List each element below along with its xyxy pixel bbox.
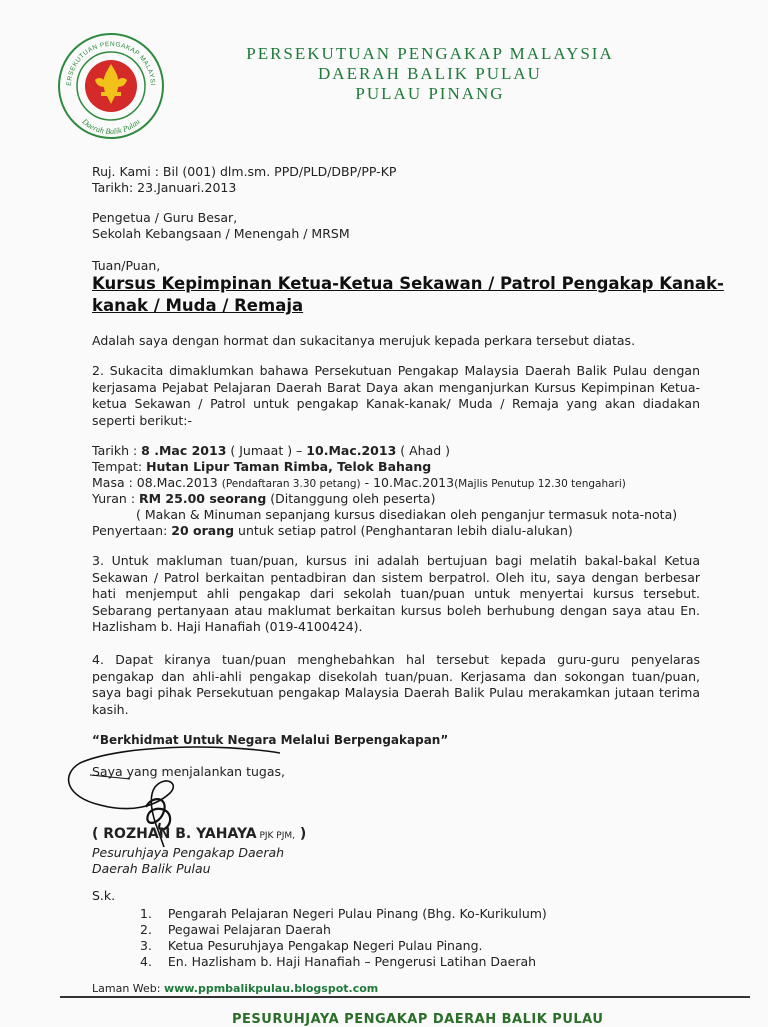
state-name: PULAU PINANG: [355, 84, 505, 103]
signatory-name-text: ( ROZHAN B. YAHAYA: [92, 826, 257, 842]
detail-meals: ( Makan & Minuman sepanjang kursus disediakan oleh penganjur termasuk nota-nota): [136, 507, 678, 522]
letter-date: Tarikh: 23.Januari.2013: [92, 180, 237, 195]
website-line: [92, 981, 378, 997]
time-end-date: - 10.Mac.2013: [360, 475, 455, 490]
date-start: 8 .Mac 2013: [141, 443, 227, 458]
signatory-role-2: Daerah Balik Pulau: [92, 861, 211, 876]
detail-date: [92, 443, 450, 459]
svg-text:PERSEKUTUAN PENGAKAP MALAYSIA: ERSEKUTUAN PENGAKAP MALAYSI: [65, 40, 157, 86]
detail-fee: [92, 491, 435, 507]
cc-item-text: Pengarah Pelajaran Negeri Pulau Pinang (Bhg. Ko-Kurikulum): [167, 906, 547, 921]
recipient-line-1: Pengetua / Guru Besar,: [92, 210, 238, 225]
venue-label: Tempat:: [92, 459, 147, 474]
participation-label: Penyertaan:: [92, 523, 172, 538]
signatory-role-1: Pesuruhjaya Pengakap Daerah: [92, 845, 285, 860]
letterhead: [170, 44, 690, 104]
district-name: DAERAH BALIK PULAU: [318, 64, 542, 83]
fee-note: (Ditanggung oleh peserta): [266, 491, 436, 506]
participation-note: untuk setiap patrol (Penghantaran lebih dialu-alukan): [234, 523, 573, 538]
cc-item: 4. En. Hazlisham b. Haji Hanafiah – Pengerusi Latihan Daerah: [140, 954, 537, 969]
signatory-name: [92, 826, 306, 844]
website-link[interactable]: www.ppmbalikpulau.blogspot.com: [163, 982, 379, 995]
org-name: PERSEKUTUAN PENGAKAP MALAYSIA: [246, 44, 614, 63]
time-closing: (Majlis Penutup 12.30 tengahari): [454, 478, 626, 490]
paragraph-4: 4. Dapat kiranya tuan/puan menghebahkan hal tersebut kepada guru-guru penyelaras pengakap dan ahli-ahli pengakap disekolah tuan/puan. Kerjasama dan sokongan tuan/puan, saya bagi pihak Persekutuan pengakap Malaysia Daerah Balik Pulau merakamkan jutaan terima kasih.: [92, 652, 700, 717]
date-end-day: ( Ahad ): [396, 443, 451, 458]
recipient-line-2: Sekolah Kebangsaan / Menengah / MRSM: [92, 226, 350, 241]
cc-item-text: Ketua Pesuruhjaya Pengakap Negeri Pulau Pinang.: [167, 938, 483, 953]
motto: “Berkhidmat Untuk Negara Melalui Berpengakapan”: [92, 733, 449, 747]
fee-value: RM 25.00 seorang: [139, 491, 267, 506]
venue-value: Hutan Lipur Taman Rimba, Telok Bahang: [146, 459, 432, 474]
cc-item-text: Pegawai Pelajaran Daerah: [167, 922, 331, 937]
cc-label: S.k.: [92, 888, 116, 903]
cc-item-text: En. Hazlisham b. Haji Hanafiah – Pengerusi Latihan Daerah: [167, 954, 537, 969]
cc-item: 3. Ketua Pesuruhjaya Pengakap Negeri Pulau Pinang.: [140, 938, 483, 953]
date-end: 10.Mac.2013: [306, 443, 397, 458]
paragraph-2: 2. Sukacita dimaklumkan bahawa Persekutuan Pengakap Malaysia Daerah Balik Pulau dengan kerjasama Pejabat Pelajaran Daerah Barat Daya akan menganjurkan Kursus Kepimpinan Ketua-ketua Sekawan / Patrol untuk pengakap Kanak-kanak/ Muda / Remaja yang akan diadakan seperti berikut:-: [92, 363, 700, 428]
svg-text:Daerah Balik Pulau: Daerah Balik Pulau: [80, 116, 142, 137]
paragraph-1: Adalah saya dengan hormat dan sukacitanya merujuk kepada perkara tersebut diatas.: [92, 333, 636, 348]
detail-participation: [92, 523, 573, 539]
time-registration: (Pendaftaran 3.30 petang): [221, 478, 361, 490]
fee-label: Yuran :: [92, 491, 140, 506]
date-label: Tarikh :: [92, 443, 142, 458]
participation-value: 20 orang: [171, 523, 235, 538]
subject-title-line-2: kanak / Muda / Remaja: [92, 296, 304, 315]
website-label: Laman Web:: [92, 982, 164, 995]
footer-divider: [60, 996, 750, 998]
reference-number: Ruj. Kami : Bil (001) dlm.sm. PPD/PLD/DBP/PP-KP: [92, 164, 397, 179]
footer-office: PESURUHJAYA PENGAKAP DAERAH BALIK PULAU: [232, 1012, 604, 1027]
scout-logo: [55, 30, 167, 142]
closing-line: Saya yang menjalankan tugas,: [92, 764, 285, 779]
detail-venue: [92, 459, 431, 475]
cc-item: 1. Pengarah Pelajaran Negeri Pulau Pinang (Bhg. Ko-Kurikulum): [140, 906, 547, 921]
detail-time: [92, 475, 626, 492]
paragraph-3: 3. Untuk makluman tuan/puan, kursus ini adalah bertujuan bagi melatih bakal-bakal Ketua Sekawan / Patrol berkaitan pentadbiran dan sistem berpatrol. Oleh itu, saya dengan berbesar hati menjemput ahli pengakap dari sekolah tuan/puan untuk menyertai kursus tersebut. Sebarang pertanyaan atau maklumat berkaitan kursus boleh berhubung dengan saya atau En. Hazlisham b. Haji Hanafiah (019-4100424).: [92, 553, 700, 634]
cc-item: 2. Pegawai Pelajaran Daerah: [140, 922, 331, 937]
subject-title-line-1: Kursus Kepimpinan Ketua-Ketua Sekawan / Patrol Pengakap Kanak-: [92, 274, 724, 293]
salutation: Tuan/Puan,: [92, 258, 161, 273]
time-label: Masa : 08.Mac.2013: [92, 475, 222, 490]
signatory-name-end: ): [295, 826, 307, 842]
date-start-day: ( Jumaat ) –: [226, 443, 307, 458]
signatory-honours: PJK PJM,: [256, 831, 296, 841]
